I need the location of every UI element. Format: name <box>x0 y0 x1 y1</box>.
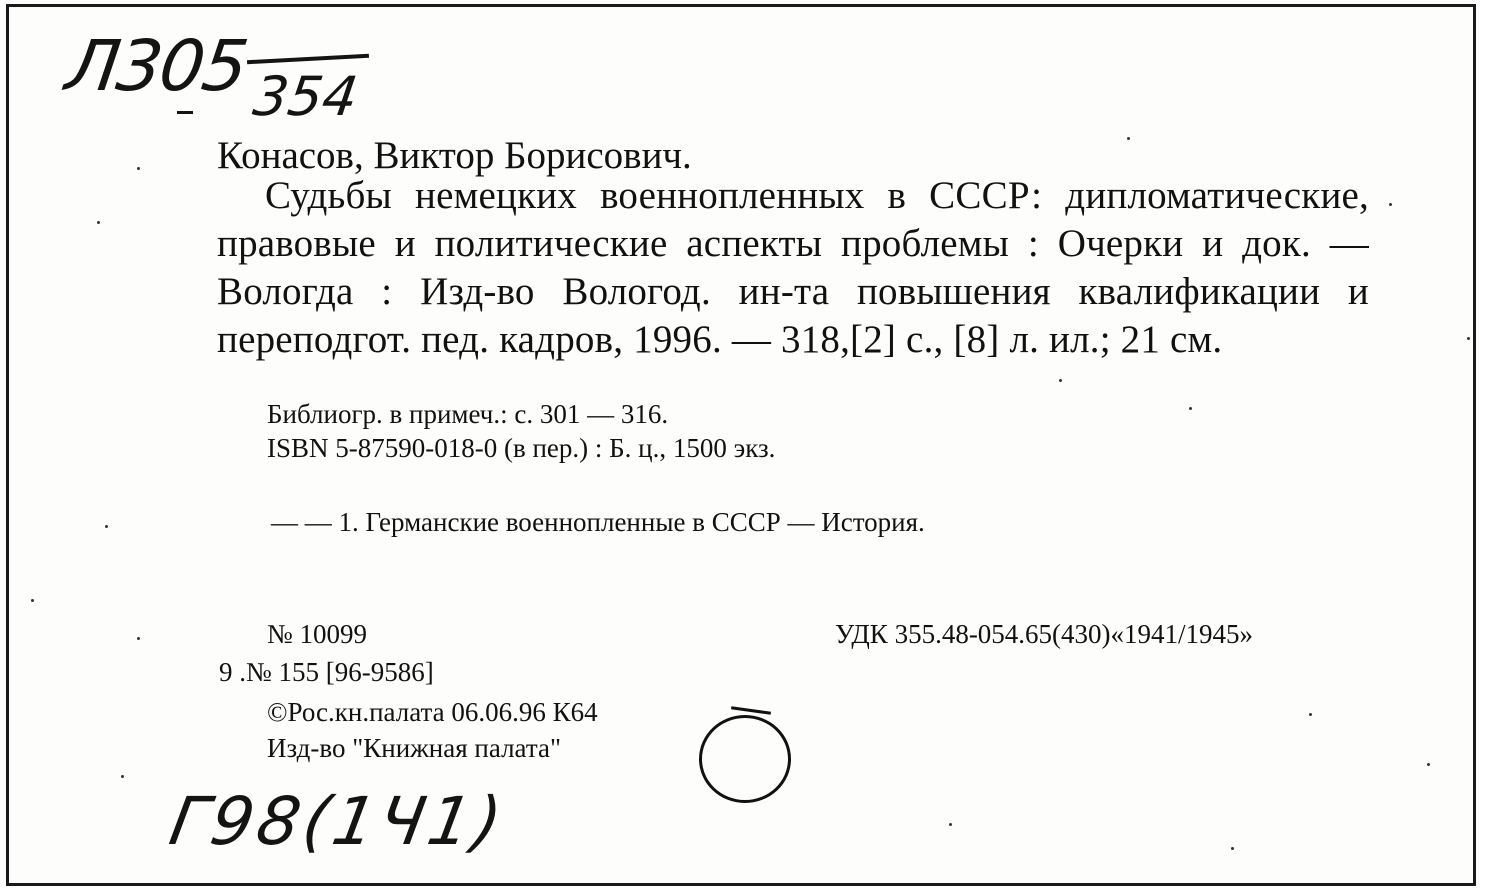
call-number-tick <box>177 111 193 114</box>
speck <box>1189 407 1192 410</box>
call-number-main: Л305 <box>61 25 252 107</box>
speck <box>1389 203 1392 206</box>
speck <box>949 823 952 826</box>
speck <box>97 221 100 224</box>
speck <box>1467 337 1470 340</box>
subject-heading: — — 1. Германские военнопленные в СССР — История. <box>271 507 925 537</box>
catalog-card <box>6 4 1476 886</box>
speck <box>31 599 34 602</box>
call-number-sub: 354 <box>249 65 362 128</box>
speck <box>121 775 124 778</box>
udc-code: УДК 355.48-054.65(430)«1941/1945» <box>835 619 1254 649</box>
speck <box>1231 847 1234 850</box>
bibliography-note: Библиогр. в примеч.: с. 301 — 316. <box>267 399 669 429</box>
speck <box>1427 763 1430 766</box>
call-number-rule <box>247 54 369 64</box>
speck <box>137 167 140 170</box>
speck <box>1309 713 1312 716</box>
speck <box>1059 379 1062 382</box>
bibliographic-description: Судьбы немецких военнопленных в СССР: дипломатические, правовые и политические аспекты проблемы : Очерки и док. — Вологда : Изд-во Вологод. ин-та повышения квалификации и переподгот. пед. кадров, 1996. — 318,[2] с., [8] л. ил.; 21 см. <box>217 174 1369 361</box>
circle-stroke <box>731 706 771 715</box>
book-chamber-line: ©Рос.кн.палата 06.06.96 К64 <box>267 697 598 727</box>
speck <box>137 637 140 640</box>
author-heading: Конасов, Виктор Борисович. <box>217 134 692 177</box>
card-number: № 10099 <box>267 619 368 649</box>
record-number: 9 .№ 155 [96-9586] <box>219 657 434 687</box>
shelf-mark: Г98(1Ч1) <box>164 783 512 860</box>
speck <box>105 525 108 528</box>
hand-drawn-circle <box>699 715 791 803</box>
isbn-line: ISBN 5-87590-018-0 (в пер.) : Б. ц., 1500 экз. <box>267 433 776 463</box>
publisher-line: Изд-во "Книжная палата" <box>267 733 561 763</box>
speck <box>1127 137 1130 140</box>
